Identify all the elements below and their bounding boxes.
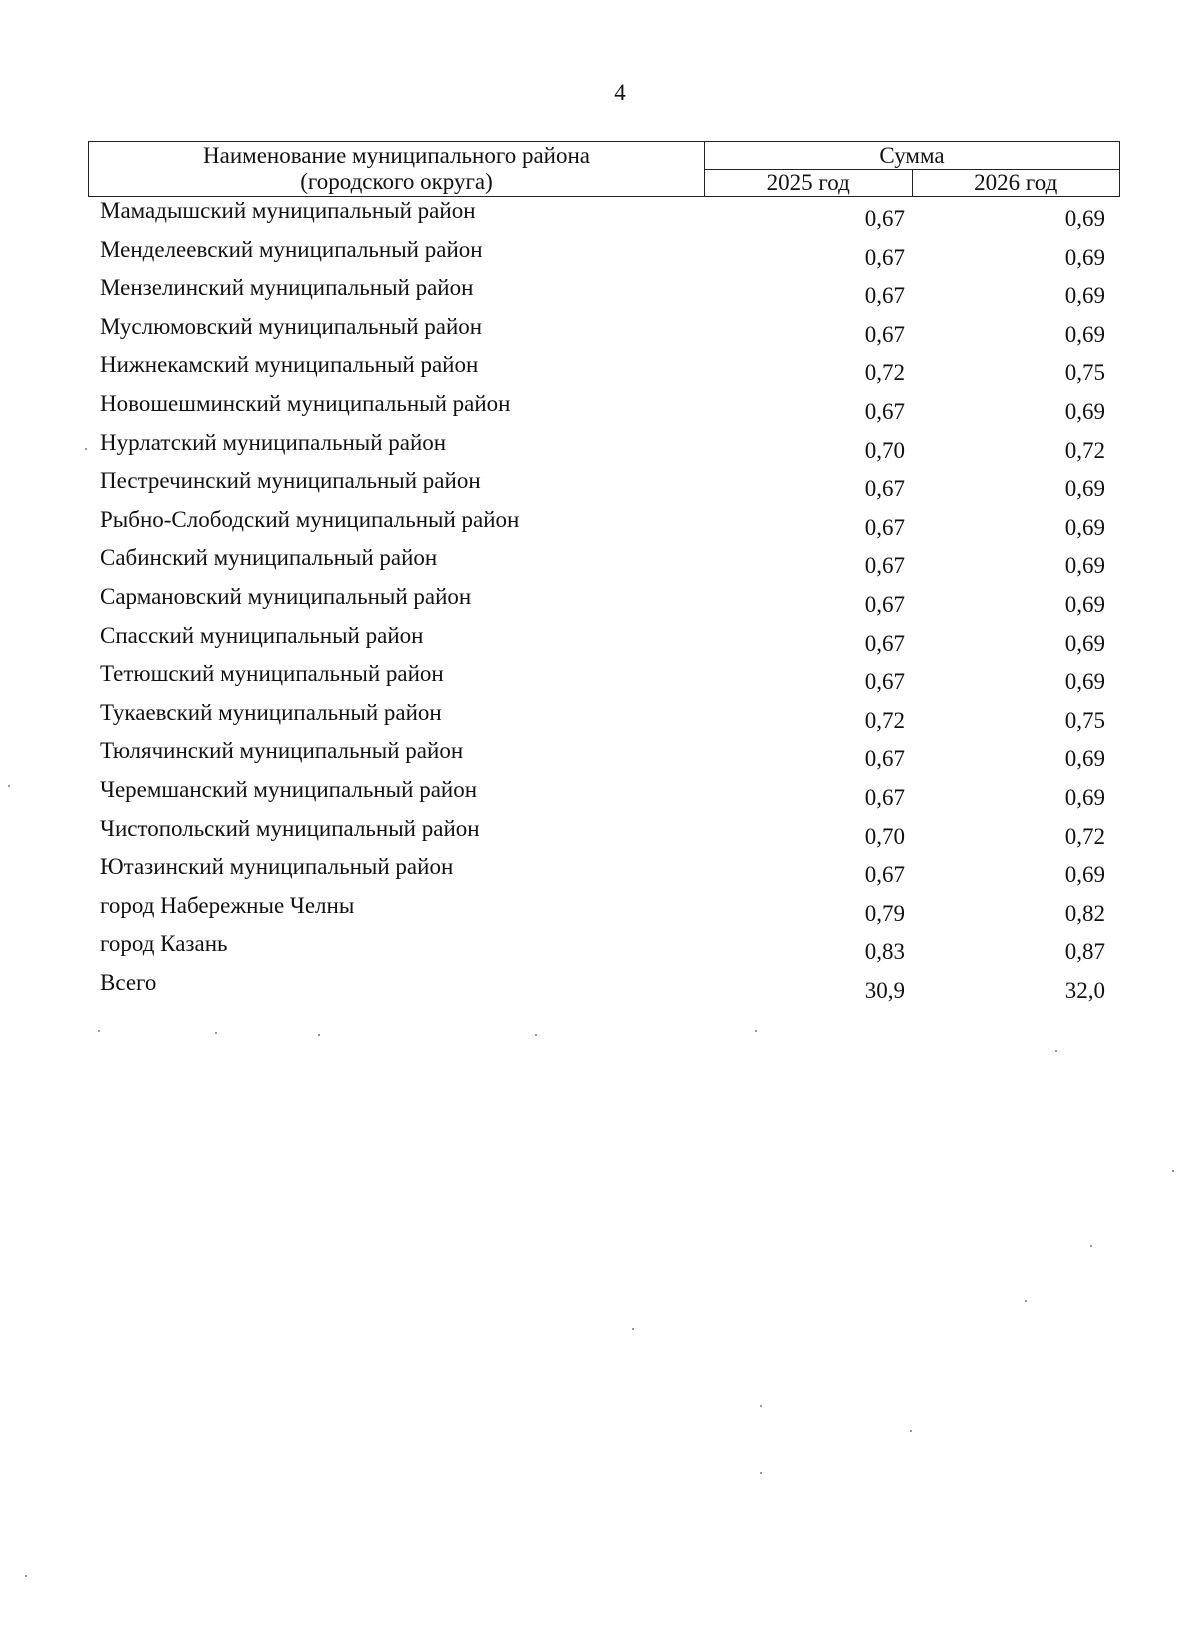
row-value-2025: 0,72: [864, 707, 905, 733]
row-name: город Набережные Челны: [100, 892, 355, 918]
row-value-2026: 0,69: [1064, 784, 1105, 810]
row-value-2026: 0,69: [1064, 746, 1105, 772]
row-value-2025: 0,67: [864, 669, 905, 695]
row-value-2026: 0,72: [1064, 823, 1105, 849]
row-name: Тетюшский муниципальный район: [100, 661, 444, 687]
row-value-2025: 0,67: [864, 398, 905, 424]
table-row: [0, 621, 1200, 660]
row-name: Сабинский муниципальный район: [100, 545, 438, 571]
row-name: Муслюмовский муниципальный район: [100, 313, 483, 339]
row-value-2026: 0,87: [1064, 939, 1105, 965]
row-name: Чистопольский муниципальный район: [100, 815, 480, 841]
row-value-2026: 0,69: [1064, 283, 1105, 309]
header-year-2026: 2026 год: [912, 170, 1120, 197]
row-value-2025: 0,67: [864, 476, 905, 502]
row-value-2025: 0,83: [864, 939, 905, 965]
table-row: [0, 235, 1200, 274]
row-value-2026: 0,75: [1064, 360, 1105, 386]
row-value-2026: 0,69: [1064, 669, 1105, 695]
scan-speck: [85, 448, 87, 450]
row-name: город Казань: [100, 931, 228, 957]
table-row: [0, 736, 1200, 775]
scan-speck: [318, 1034, 320, 1036]
row-value-2026: 0,69: [1064, 514, 1105, 540]
row-value-2026: 0,69: [1064, 553, 1105, 579]
row-name: Менделеевский муниципальный район: [100, 236, 483, 262]
table-row: [0, 814, 1200, 853]
row-name: Новошешминский муниципальный район: [100, 390, 511, 416]
scan-speck: [1025, 1300, 1027, 1302]
row-name: Нурлатский муниципальный район: [100, 429, 447, 455]
row-value-2025: 0,67: [864, 591, 905, 617]
scan-speck: [755, 1030, 757, 1032]
header-name-line1: Наименование муниципального района: [203, 143, 590, 168]
row-value-2025: 0,67: [864, 244, 905, 270]
row-value-2025: 0,67: [864, 862, 905, 888]
row-name: Пестречинский муниципальный район: [100, 468, 481, 494]
table-row: [0, 775, 1200, 814]
row-name: Всего: [100, 969, 157, 995]
row-value-2026: 0,69: [1064, 591, 1105, 617]
row-name: Мензелинский муниципальный район: [100, 275, 474, 301]
row-name: Мамадышский муниципальный район: [100, 198, 476, 223]
table-row: [0, 428, 1200, 467]
table-row: [0, 389, 1200, 428]
row-value-2026: 0,72: [1064, 437, 1105, 463]
table-row: [0, 891, 1200, 930]
row-value-2025: 0,67: [864, 784, 905, 810]
header-name-line2: (городского округа): [300, 169, 493, 194]
row-value-2026: 0,69: [1064, 862, 1105, 888]
row-value-2025: 0,70: [864, 823, 905, 849]
scan-speck: [632, 1328, 634, 1330]
row-name: Нижнекамский муниципальный район: [100, 352, 479, 378]
scan-speck: [8, 785, 10, 787]
row-value-2026: 0,75: [1064, 707, 1105, 733]
scan-speck: [760, 1472, 762, 1474]
table-row: [0, 659, 1200, 698]
scan-speck: [760, 1405, 762, 1407]
row-value-2026: 0,69: [1064, 398, 1105, 424]
row-value-2025: 0,79: [864, 900, 905, 926]
row-value-2025: 0,67: [864, 206, 905, 231]
table-body: [0, 196, 1200, 1006]
row-value-2026: 0,69: [1064, 244, 1105, 270]
scan-speck: [910, 1430, 912, 1432]
table-row: [0, 929, 1200, 968]
table-header: [88, 141, 1120, 197]
row-value-2025: 0,67: [864, 321, 905, 347]
scan-speck: [1055, 1050, 1057, 1052]
table-row: [0, 582, 1200, 621]
table-row: [0, 196, 1200, 235]
row-value-2025: 0,72: [864, 360, 905, 386]
table-row-total: [0, 968, 1200, 1007]
row-name: Сармановский муниципальный район: [100, 583, 472, 609]
table-row: [0, 273, 1200, 312]
row-value-2025: 0,67: [864, 630, 905, 656]
row-value-2026: 0,69: [1064, 321, 1105, 347]
scan-speck: [25, 1575, 27, 1577]
table-row: [0, 698, 1200, 737]
table-row: [0, 505, 1200, 544]
scan-speck: [1172, 1170, 1174, 1172]
row-value-2026: 32,0: [1064, 977, 1105, 1003]
row-value-2026: 0,69: [1064, 476, 1105, 502]
table-row: [0, 543, 1200, 582]
row-value-2026: 0,82: [1064, 900, 1105, 926]
row-name: Тукаевский муниципальный район: [100, 699, 442, 725]
row-value-2025: 0,67: [864, 283, 905, 309]
table-row: [0, 852, 1200, 891]
scan-speck: [1090, 1245, 1092, 1247]
row-name: Черемшанский муниципальный район: [100, 776, 478, 802]
row-value-2026: 0,69: [1064, 206, 1105, 231]
table-row: [0, 350, 1200, 389]
scan-speck: [535, 1034, 537, 1036]
row-value-2026: 0,69: [1064, 630, 1105, 656]
row-name: Спасский муниципальный район: [100, 622, 424, 648]
header-name-cell: [89, 142, 705, 197]
row-value-2025: 0,67: [864, 553, 905, 579]
table-row: [0, 312, 1200, 351]
row-name: Рыбно-Слободский муниципальный район: [100, 506, 520, 532]
scan-speck: [98, 1030, 100, 1032]
row-name: Ютазинский муниципальный район: [100, 854, 454, 880]
header-sum: Сумма: [705, 142, 1120, 170]
row-value-2025: 0,70: [864, 437, 905, 463]
row-value-2025: 0,67: [864, 746, 905, 772]
table-row: [0, 466, 1200, 505]
page-number: 4: [614, 80, 626, 105]
row-value-2025: 0,67: [864, 514, 905, 540]
row-value-2025: 30,9: [864, 977, 905, 1003]
row-name: Тюлячинский муниципальный район: [100, 738, 464, 764]
scan-speck: [215, 1032, 217, 1034]
header-year-2025: 2025 год: [705, 170, 913, 197]
